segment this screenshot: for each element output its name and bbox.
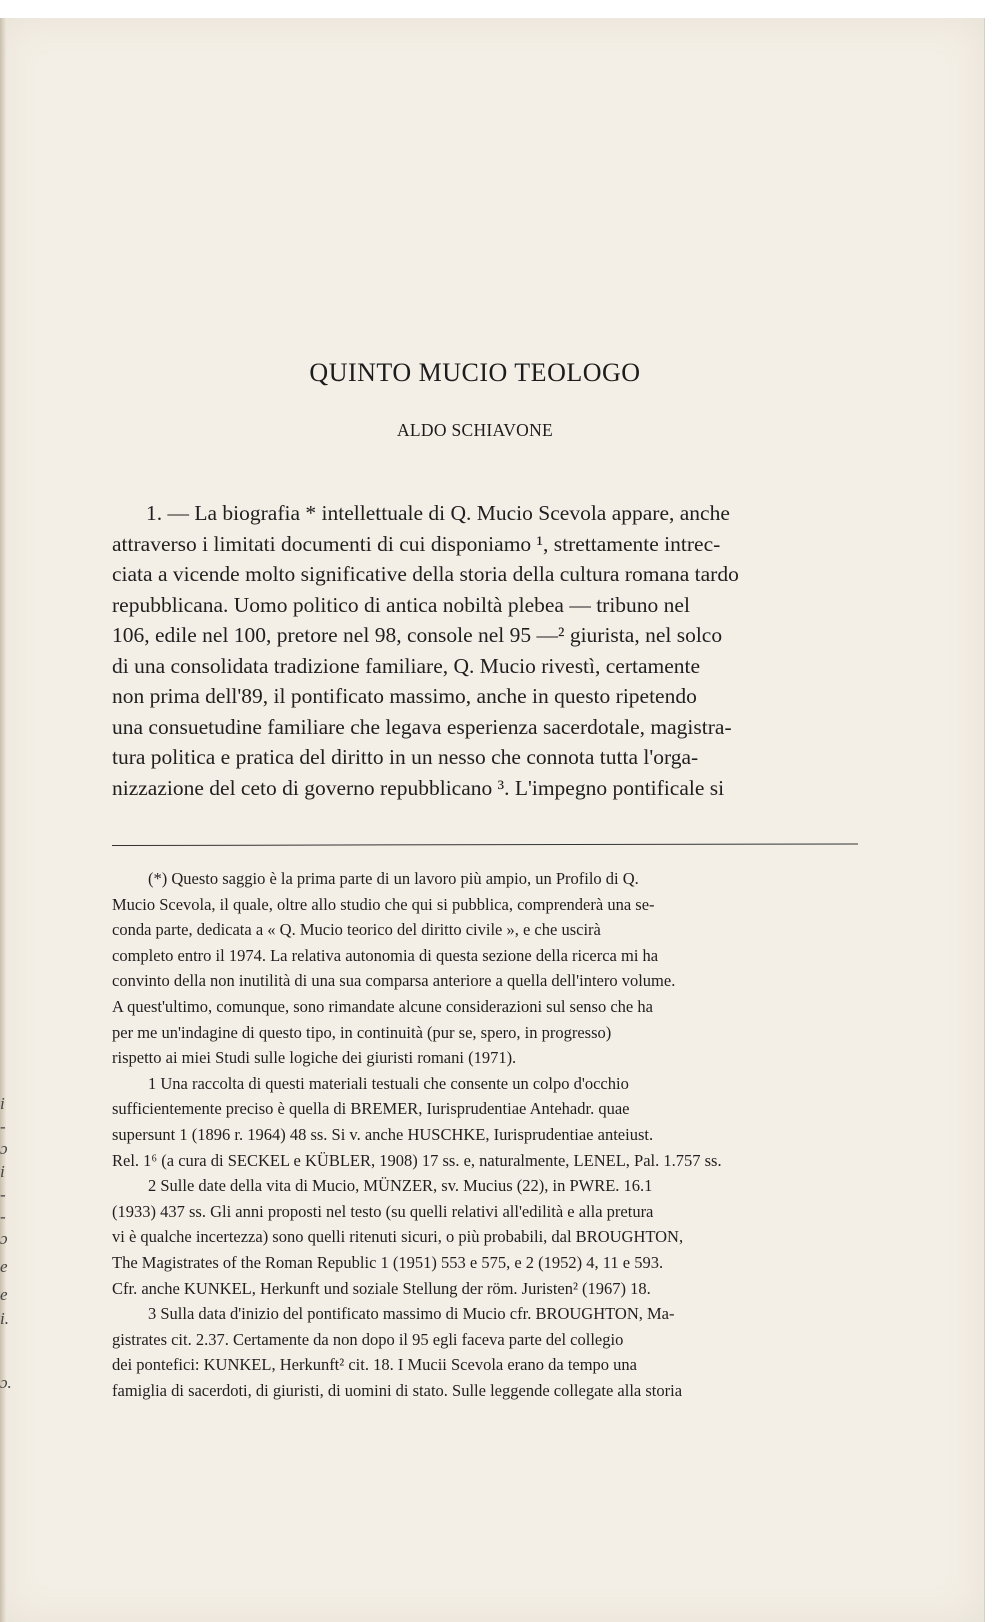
- footnote-line: conda parte, dedicata a « Q. Mucio teorico del diritto civile », e che uscirà: [112, 920, 601, 940]
- body-line: non prima dell'89, il pontificato massimo, anche in questo ripetendo: [112, 684, 697, 708]
- body-line: 106, edile nel 100, pretore nel 98, console nel 95 —² giurista, nel solco: [112, 623, 723, 647]
- footnote-line: dei pontefici: KUNKEL, Herkunft² cit. 18. I Mucii Scevola erano da tempo una: [112, 1355, 638, 1375]
- body-line: repubblicana. Uomo politico di antica nobiltà plebea — tribuno nel: [112, 592, 690, 617]
- article-title: QUINTO MUCIO TEOLOGO: [309, 358, 641, 387]
- footnote-line: supersunt 1 (1896 r. 1964) 48 ss. Si v. anche HUSCHKE, Iurisprudentiae anteiust.: [112, 1124, 654, 1144]
- footnote-line: gistrates cit. 2.37. Certamente da non dopo il 95 egli faceva parte del collegio: [112, 1329, 624, 1349]
- margin-bleed-char: -: [0, 1207, 6, 1226]
- footnote-line: (*) Questo saggio è la prima parte di un lavoro più ampio, un Profilo di Q.: [148, 869, 639, 888]
- footnote-line: 2 Sulle date della vita di Mucio, MÜNZER, sv. Mucius (22), in PWRE. 16.1: [148, 1176, 653, 1196]
- footnote-line: 3 Sulla data d'inizio del pontificato massimo di Mucio cfr. BROUGHTON, Ma-: [148, 1304, 675, 1324]
- footnote-line: sufficientemente preciso è quella di BREMER, Iurisprudentiae Antehadr. quae: [112, 1099, 630, 1119]
- body-line: di una consolidata tradizione familiare, Q. Mucio rivestì, certamente: [112, 653, 701, 678]
- footnote-line: (1933) 437 ss. Gli anni proposti nel testo (su quelli relativi all'edilità e alla pretura: [112, 1201, 654, 1221]
- body-line: attraverso i limitati documenti di cui disponiamo ¹, strettamente intrec-: [112, 531, 721, 556]
- margin-bleed-char: ɔ.: [0, 1373, 12, 1392]
- footnote-line: A quest'ultimo, comunque, sono rimandate alcune considerazioni sul senso che ha: [112, 996, 653, 1016]
- margin-bleed-char: -: [0, 1117, 6, 1136]
- body-line: ciata a vicende molto significative della storia della cultura romana tardo: [112, 562, 739, 586]
- margin-bleed-char: i.: [0, 1309, 9, 1328]
- footnote-line: Rel. 1⁶ (a cura di SECKEL e KÜBLER, 1908) 17 ss. e, naturalmente, LENEL, Pal. 1.757 ss.: [112, 1150, 722, 1170]
- footnote-line: rispetto ai miei Studi sulle logiche dei giuristi romani (1971).: [112, 1048, 517, 1068]
- body-line: nizzazione del ceto di governo repubblicano ³. L'impegno pontificale si: [112, 775, 725, 800]
- footnote-line: Mucio Scevola, il quale, oltre allo studio che qui si pubblica, comprenderà una se-: [112, 894, 655, 914]
- article-author: ALDO SCHIAVONE: [396, 420, 554, 440]
- footnote-line: convinto della non inutilità di una sua comparsa anteriore a quella dell'intero volume.: [112, 971, 676, 991]
- margin-bleed-char: -: [0, 1185, 6, 1204]
- footnotes: [112, 866, 860, 1403]
- margin-bleed-char: e: [0, 1285, 8, 1304]
- footnote-line: Cfr. anche KUNKEL, Herkunft und soziale Stellung der röm. Juristen² (1967) 18.: [112, 1278, 651, 1298]
- margin-bleed-char: ɔ: [0, 1139, 8, 1158]
- footnote-line: completo entro il 1974. La relativa autonomia di questa sezione della ricerca mi ha: [112, 945, 659, 965]
- margin-bleed-char: i: [0, 1162, 5, 1181]
- footnote-line: The Magistrates of the Roman Republic 1 (1951) 553 e 575, e 2 (1952) 4, 11 e 593.: [112, 1252, 664, 1272]
- body-line: 1. — La biografia * intellettuale di Q. Mucio Scevola appare, anche: [146, 501, 730, 525]
- footnote-line: per me un'indagine di questo tipo, in continuità (pur se, spero, in progresso): [112, 1022, 612, 1042]
- margin-bleed-char: e: [0, 1257, 8, 1276]
- footnote-line: vi è qualche incertezza) sono quelli ritenuti sicuri, o più probabili, dal BROUGHTON,: [112, 1227, 684, 1247]
- footnote-line: 1 Una raccolta di questi materiali testuali che consente un colpo d'occhio: [148, 1073, 629, 1093]
- body-line: una consuetudine familiare che legava esperienza sacerdotale, magistra-: [112, 714, 732, 739]
- margin-bleed-char: i: [0, 1094, 5, 1113]
- body-line: tura politica e pratica del diritto in un nesso che connota tutta l'orga-: [112, 745, 699, 769]
- footnote-line: famiglia di sacerdoti, di giuristi, di uomini di stato. Sulle leggende collegate alla storia: [112, 1380, 683, 1400]
- main-text: [112, 498, 860, 803]
- margin-bleed-char: ɔ: [0, 1229, 8, 1248]
